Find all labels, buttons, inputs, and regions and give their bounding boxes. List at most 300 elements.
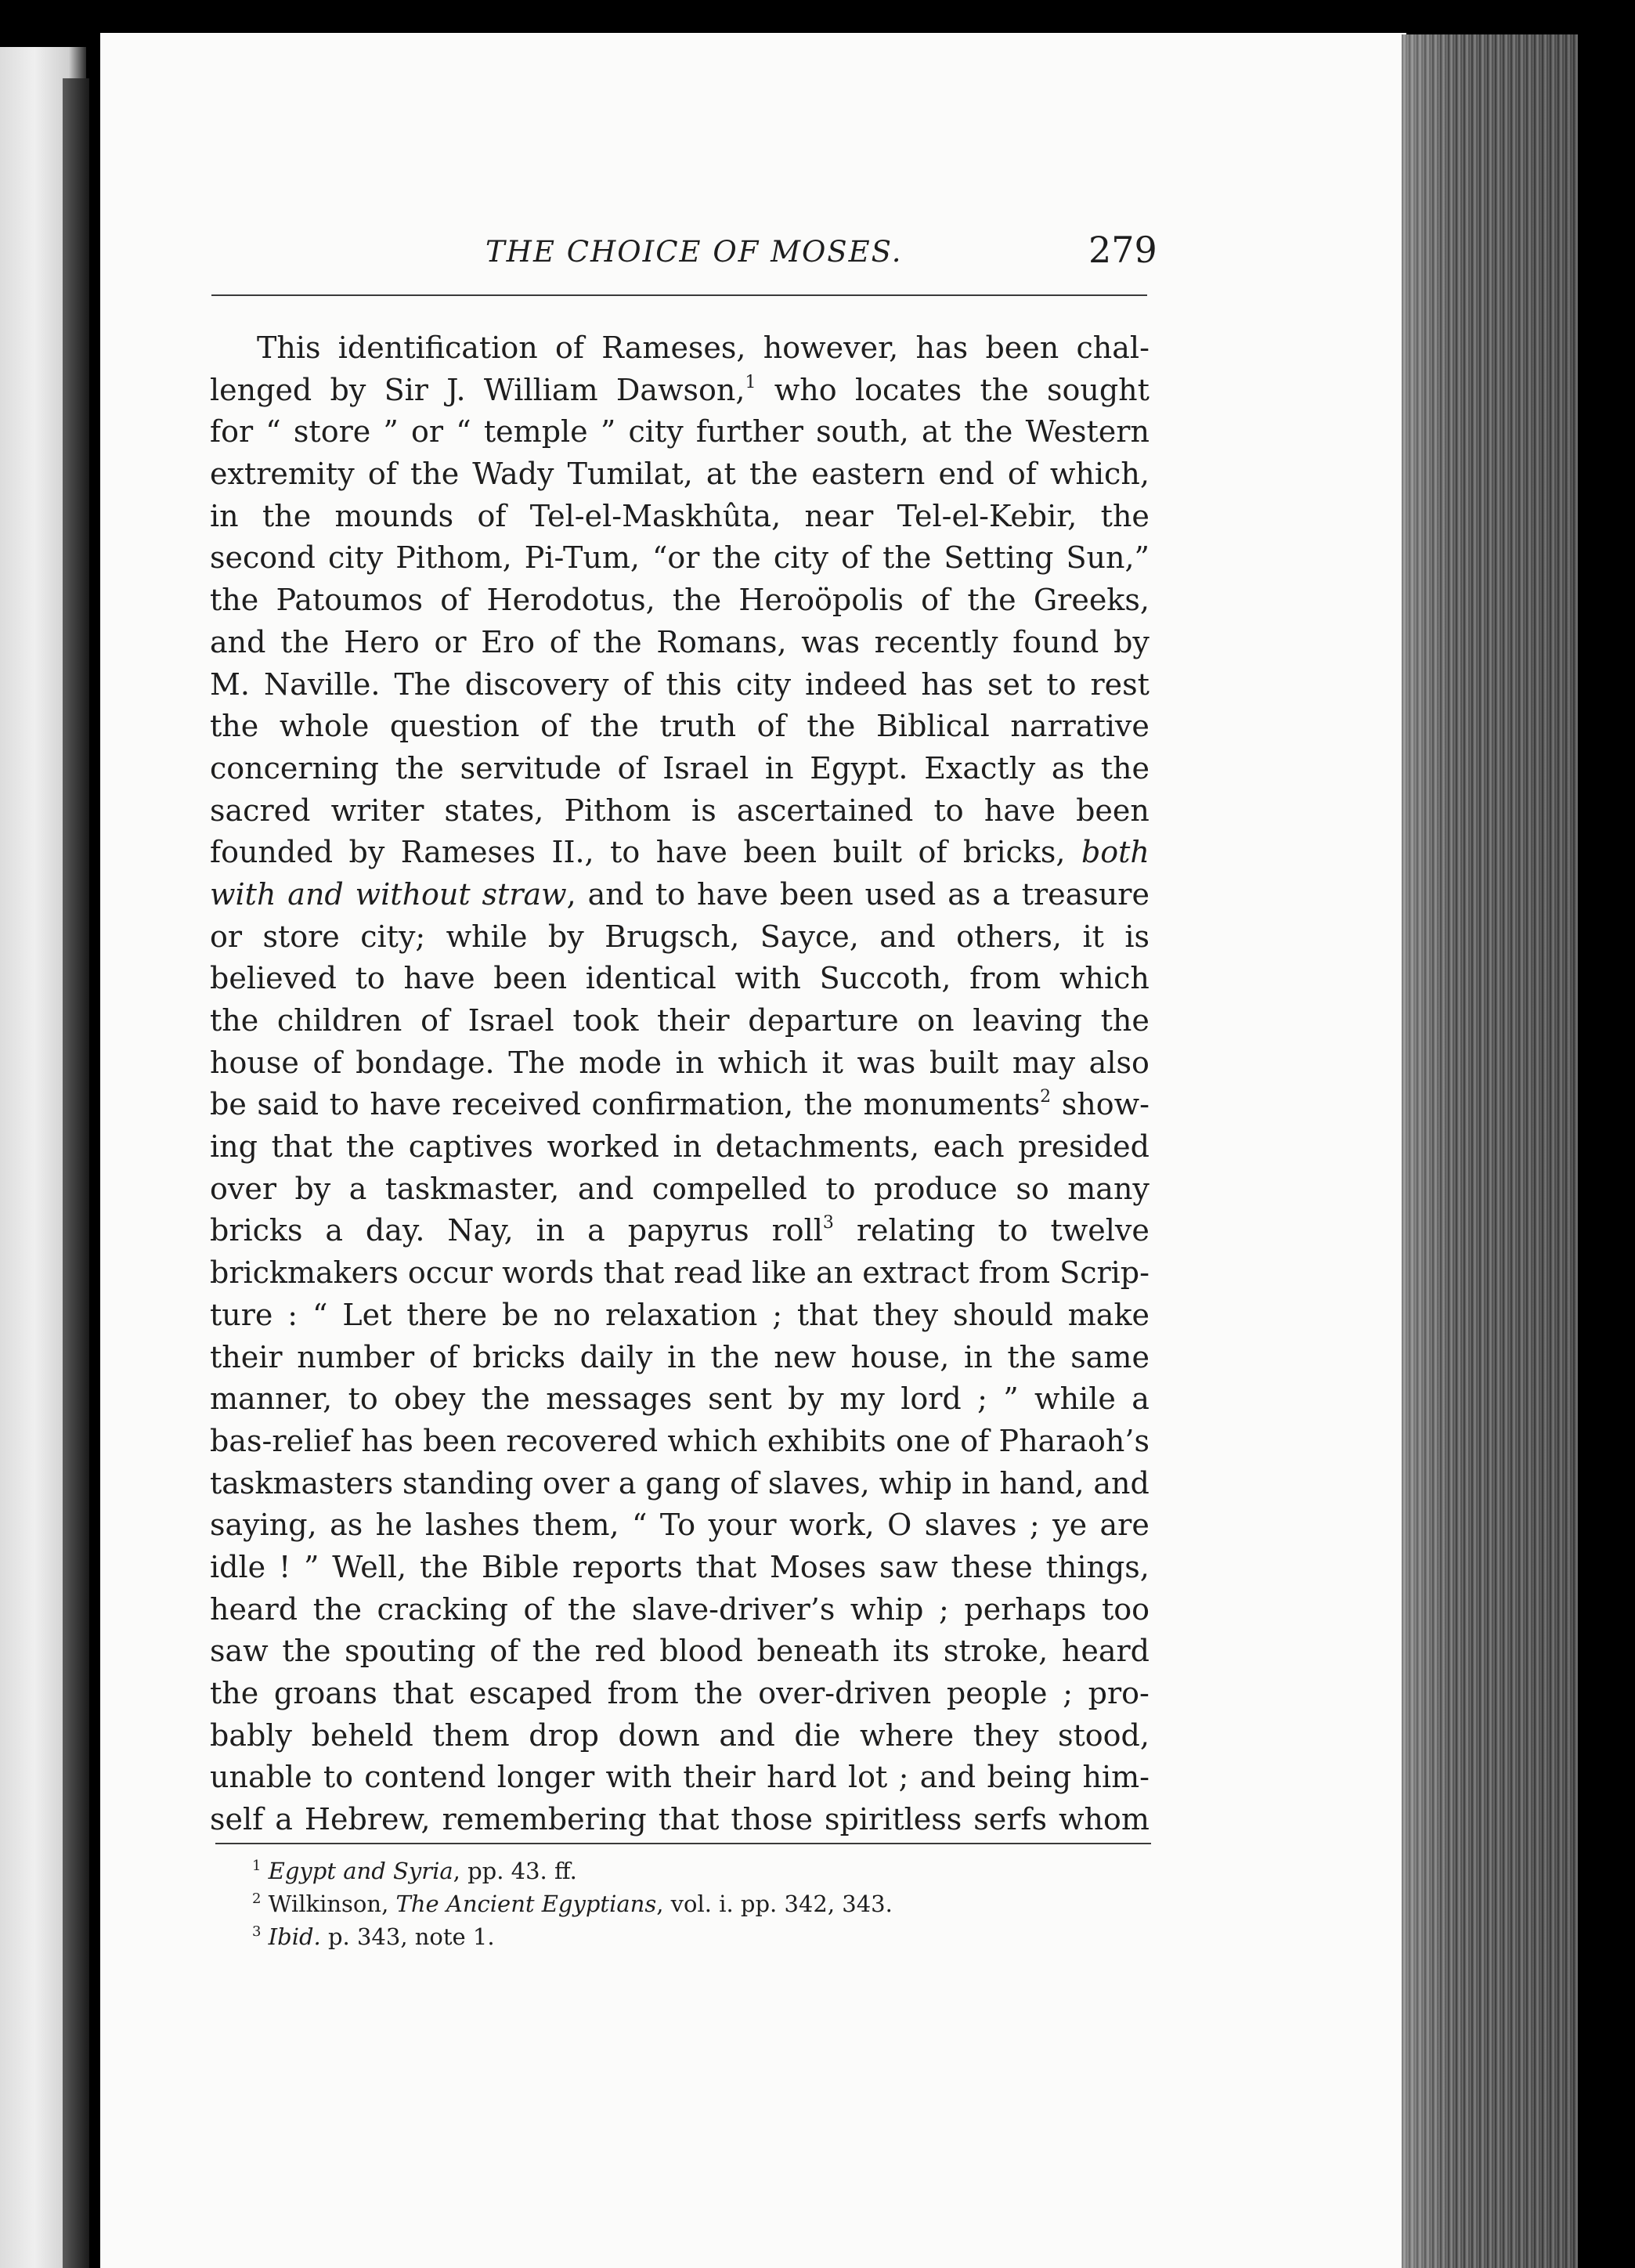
word [1008, 453, 1037, 496]
text-run: by [330, 372, 366, 407]
word [280, 706, 370, 748]
text-run: : [287, 1297, 298, 1332]
word [964, 1589, 1086, 1631]
text-run: Biblical [876, 709, 990, 744]
word [452, 1084, 581, 1126]
word [879, 916, 935, 959]
text-run: concerning [210, 750, 379, 785]
word [953, 1295, 1053, 1337]
text-run: Let [342, 1297, 392, 1332]
text-run: no [553, 1297, 591, 1332]
text-run: the [593, 624, 642, 659]
word [857, 1210, 976, 1252]
text-run: hand, [999, 1465, 1085, 1501]
word [921, 664, 973, 706]
word [860, 1715, 954, 1757]
text-run: been [743, 835, 818, 870]
text-run: to [1046, 666, 1077, 702]
text-run: the [210, 1003, 259, 1038]
text-run: to [933, 793, 964, 828]
text-run: my [839, 1381, 885, 1417]
text-run: by [547, 919, 584, 954]
word [210, 1000, 258, 1042]
word [364, 1757, 485, 1799]
word [1059, 1252, 1150, 1295]
word [335, 496, 454, 538]
text-run: others, [956, 919, 1063, 954]
text-run: took [572, 1003, 639, 1038]
text-run: the [964, 414, 1013, 450]
text-run: so [1016, 1171, 1049, 1206]
text-run: Pi-Tum, [524, 540, 640, 576]
word [662, 748, 749, 790]
text-run: in [673, 1129, 702, 1165]
word [807, 706, 855, 748]
word [947, 874, 980, 916]
text-run: that [658, 1802, 720, 1837]
word [601, 411, 615, 453]
word [370, 1084, 441, 1126]
word [752, 1252, 807, 1295]
word [429, 1337, 458, 1379]
text-line [210, 1673, 1150, 1715]
text-run: “ [265, 414, 281, 450]
word [529, 1715, 599, 1757]
text-line [210, 748, 1150, 790]
word [445, 790, 544, 832]
text-run: stroke, [943, 1634, 1048, 1669]
word [548, 916, 584, 959]
text-run: to [610, 835, 641, 870]
word [967, 580, 1016, 622]
word [1058, 1715, 1150, 1757]
word [601, 327, 745, 370]
text-run: of [540, 709, 570, 744]
word [210, 916, 242, 959]
word [489, 1631, 518, 1673]
text-run: store [293, 414, 371, 450]
word [394, 664, 450, 706]
word [656, 622, 786, 664]
text-run: of [312, 1045, 342, 1080]
text-run: taskmasters [210, 1465, 394, 1501]
word [1052, 1504, 1087, 1547]
word [951, 1547, 1033, 1589]
text-run: bondage. [356, 1045, 495, 1080]
text-run: recovered [506, 1423, 659, 1458]
word [264, 664, 380, 706]
word [1076, 790, 1150, 832]
word [825, 1168, 855, 1211]
text-run: detachments, [715, 1129, 920, 1165]
word [265, 411, 280, 453]
word [736, 664, 791, 706]
text-run: of [523, 1591, 553, 1627]
text-run: it [821, 1045, 843, 1080]
word [984, 790, 1056, 832]
text-run: children [276, 1003, 402, 1038]
word [618, 748, 647, 790]
word [568, 453, 693, 496]
word [344, 622, 420, 664]
word [947, 1673, 1048, 1715]
word [1091, 664, 1150, 706]
word [481, 622, 535, 664]
word [472, 453, 554, 496]
word [1066, 537, 1150, 580]
text-run: locates [854, 372, 962, 407]
text-run: of [549, 624, 579, 659]
text-run: Rameses, [601, 330, 746, 365]
text-run: Tumilat, [567, 457, 693, 492]
word [540, 706, 569, 748]
word [210, 1042, 299, 1085]
word [1003, 1378, 1018, 1421]
text-run: a [587, 1213, 605, 1248]
word [862, 1252, 969, 1295]
text-run: to [825, 1171, 856, 1206]
book-spine-shadow [63, 78, 89, 2268]
text-line [210, 1210, 1150, 1252]
word [349, 1168, 367, 1211]
word [1100, 1504, 1150, 1547]
word [816, 1252, 853, 1295]
text-run: he [375, 1508, 413, 1543]
text-line [210, 1715, 1150, 1757]
text-run: brickmakers [210, 1255, 399, 1291]
text-run: the [282, 1634, 331, 1669]
word [591, 1084, 793, 1126]
word [525, 537, 640, 580]
word [279, 1547, 291, 1589]
word [805, 664, 907, 706]
text-run: the [262, 498, 312, 533]
text-run: ” [383, 414, 399, 450]
word [554, 1295, 590, 1337]
text-run: the [1007, 1339, 1056, 1374]
word [1022, 874, 1150, 916]
word [1077, 327, 1150, 370]
word [850, 1337, 949, 1379]
text-run: a [992, 876, 1010, 912]
word [210, 370, 312, 412]
text-run: bricks, [962, 835, 1066, 870]
text-run: “ [456, 414, 471, 450]
text-run: a [325, 1213, 344, 1248]
word [656, 832, 727, 874]
word [896, 1421, 951, 1463]
word [530, 496, 781, 538]
footnote [252, 1887, 1113, 1920]
word [410, 453, 459, 496]
text-run: daily [579, 1339, 653, 1374]
word [673, 580, 721, 622]
word [1070, 1337, 1150, 1379]
word [312, 1715, 413, 1757]
text-run: mounds [334, 498, 454, 533]
word [356, 1042, 495, 1085]
word [696, 411, 803, 453]
text-run: spouting [345, 1634, 476, 1669]
text-run: them [432, 1717, 510, 1753]
word [882, 537, 931, 580]
text-line [210, 1463, 1150, 1505]
word [850, 1589, 923, 1631]
word [801, 622, 860, 664]
text-run: groans [273, 1676, 377, 1710]
word [555, 327, 584, 370]
word [987, 1757, 1071, 1799]
word [406, 1295, 487, 1337]
word [484, 370, 598, 412]
word [864, 1084, 1052, 1126]
word [708, 1378, 772, 1421]
text-run: of [489, 1634, 519, 1669]
text-run: the [1100, 1003, 1150, 1038]
text-run: of [960, 1423, 990, 1458]
word [465, 664, 609, 706]
text-run: the [210, 709, 259, 744]
text-run: Pharaoh’s [998, 1423, 1150, 1458]
text-run: ; [1029, 1508, 1040, 1543]
word [593, 622, 641, 664]
word [360, 916, 425, 959]
word [257, 327, 320, 370]
text-run: Exactly [924, 750, 1036, 785]
text-run: Naville. [264, 666, 381, 702]
word [210, 1252, 399, 1295]
word [1026, 411, 1150, 453]
word [282, 1631, 330, 1673]
text-run: to [998, 1213, 1028, 1248]
text-line [210, 1547, 1150, 1589]
word [655, 874, 685, 916]
text-run: produce [873, 1171, 998, 1206]
text-run: received [452, 1087, 581, 1122]
text-run: make [1067, 1297, 1150, 1332]
text-run: serfs [973, 1802, 1047, 1837]
word [1046, 1547, 1150, 1589]
word [616, 370, 756, 412]
text-run: bricks [210, 1213, 303, 1248]
text-run: both [1081, 835, 1150, 870]
word [482, 874, 576, 916]
word [794, 1715, 840, 1757]
word [312, 1295, 327, 1337]
text-run: as [947, 876, 981, 912]
text-run: extremity [210, 457, 355, 492]
word [469, 1673, 592, 1715]
word [934, 790, 964, 832]
text-run: it [1082, 919, 1104, 954]
word [210, 1589, 298, 1631]
text-run: Tel-el-Kebir, [897, 498, 1077, 533]
word [393, 1673, 454, 1715]
text-run: used [864, 876, 937, 912]
word [280, 622, 329, 664]
word [768, 1463, 870, 1505]
word [210, 1421, 352, 1463]
text-run: is [1124, 919, 1150, 954]
text-run: lashes [425, 1508, 520, 1543]
word [767, 1421, 886, 1463]
footnote-rule [215, 1843, 1151, 1844]
text-run: longer [496, 1760, 595, 1795]
text-run: slaves, [767, 1465, 870, 1501]
text-run: with [210, 876, 276, 912]
word [390, 706, 520, 748]
word [719, 1715, 774, 1757]
text-run: set [987, 666, 1033, 702]
word [408, 1252, 493, 1295]
text-run: to [355, 961, 385, 996]
word [804, 1084, 853, 1126]
word [933, 1126, 1005, 1168]
text-run: Wady [472, 457, 554, 492]
word [338, 327, 538, 370]
word [1089, 1042, 1150, 1085]
text-line [210, 706, 1150, 748]
word [619, 1715, 700, 1757]
word [1083, 1757, 1150, 1799]
text-run: an [816, 1255, 854, 1291]
text-run: Egypt. [810, 750, 908, 785]
word [478, 496, 507, 538]
word [920, 1757, 976, 1799]
text-run: in [536, 1213, 565, 1248]
text-line [210, 1589, 1150, 1631]
word [305, 1799, 431, 1841]
word [1000, 1463, 1085, 1505]
word [816, 411, 909, 453]
text-run: Dawson, [615, 372, 745, 407]
word [257, 1084, 319, 1126]
word [667, 1337, 696, 1379]
text-run: reports [572, 1549, 683, 1584]
word [572, 1547, 683, 1589]
word [985, 327, 1059, 370]
text-run: said [257, 1087, 319, 1122]
text-run: occur [407, 1255, 493, 1291]
text-run: Pithom, [395, 540, 512, 576]
word [325, 1210, 343, 1252]
word [468, 1000, 554, 1042]
text-run: built [929, 1045, 999, 1080]
text-run: that [796, 1297, 858, 1332]
word [921, 580, 950, 622]
word [992, 874, 1010, 916]
word [756, 1631, 879, 1673]
word [210, 580, 258, 622]
text-run: departure [748, 1003, 899, 1038]
text-run: day. [365, 1213, 425, 1248]
word [377, 1589, 508, 1631]
text-run: papyrus [627, 1213, 749, 1248]
text-run: of [420, 1003, 450, 1038]
running-head: THE CHOICE OF MOSES. [485, 235, 903, 269]
text-run: Sir [384, 372, 428, 407]
text-run: ing [210, 1129, 258, 1165]
word [210, 496, 239, 538]
text-run: there [406, 1297, 488, 1332]
text-run: bas-relief [210, 1423, 352, 1458]
word [210, 1084, 247, 1126]
word [879, 1463, 952, 1505]
text-run: the [419, 1549, 469, 1584]
word [977, 1378, 987, 1421]
text-run: those [731, 1802, 814, 1837]
text-run: relaxation [605, 1297, 758, 1332]
text-run: people [946, 1676, 1048, 1710]
word [434, 622, 466, 664]
word [313, 1589, 362, 1631]
word [969, 958, 1041, 1000]
word [1059, 958, 1150, 1000]
word [876, 706, 990, 748]
text-run: with [734, 961, 801, 996]
word [210, 1337, 283, 1379]
word [709, 1504, 777, 1547]
word [330, 370, 366, 412]
word [578, 1168, 633, 1211]
text-run: The [394, 666, 451, 702]
word [1063, 1673, 1073, 1715]
text-run: the [280, 624, 330, 659]
word [210, 1799, 263, 1841]
word [1030, 1504, 1040, 1547]
text-run: of [555, 330, 584, 365]
text-run: relating [856, 1213, 976, 1248]
text-run: Egypt and Syria [268, 1858, 453, 1884]
text-run: founded [210, 835, 334, 870]
text-run: Well, [332, 1549, 407, 1584]
word [442, 1799, 647, 1841]
text-run: self [210, 1802, 264, 1837]
word [210, 1631, 269, 1673]
text-run: has [361, 1423, 413, 1458]
word [330, 1084, 359, 1126]
text-run: that [392, 1676, 454, 1710]
word [652, 537, 699, 580]
text-run: Herodotus, [486, 583, 655, 618]
text-run: lord [901, 1381, 962, 1417]
text-run: with [605, 1760, 672, 1795]
word [346, 1126, 395, 1168]
text-run: ; [898, 1760, 909, 1795]
text-run: of [623, 666, 652, 702]
text-run: and [879, 919, 936, 954]
word [1012, 1042, 1075, 1085]
text-run: the [590, 709, 639, 744]
text-run: M. [210, 666, 250, 702]
page-number: 279 [1088, 229, 1157, 271]
word [1093, 1463, 1149, 1505]
text-run: been [493, 961, 568, 996]
text-run: mode [579, 1045, 662, 1080]
text-run: city [773, 540, 829, 576]
word [383, 411, 398, 453]
text-run: , vol. i. pp. 342, 343. [656, 1891, 893, 1917]
text-run: of [617, 750, 647, 785]
word [632, 1504, 647, 1547]
word [210, 1378, 332, 1421]
word [586, 958, 716, 1000]
word [486, 580, 655, 622]
text-run: been [423, 1423, 497, 1458]
text-run: lenged [210, 372, 312, 407]
word [502, 1295, 539, 1337]
word [482, 1378, 530, 1421]
